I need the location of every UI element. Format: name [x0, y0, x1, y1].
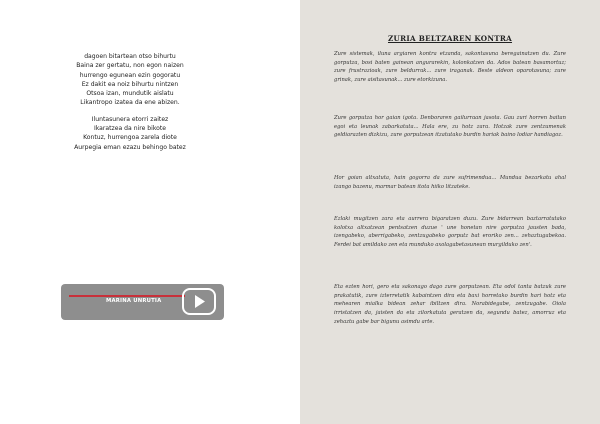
- essay-paragraph: Ezlaki mugitzen zara eta aurrera bigaratzen duzu. Zure bidarrean baztarratutako kolotxa altxatzean pentsatzen duzue ' une honetan nire gorputza jausten bada, izengabeko, aberrigabeko, zentzugabeko gorputz bat eroriko zen... zehaztugabekoa. Ferdei bat amildako zen eta munduko axolagabetasunean murgilduko zen'.: [334, 216, 566, 249]
- poem-line: Aurpegia eman ezazu behingo batez: [74, 143, 186, 151]
- poem-line: Baina zer gertatu, non egon naizen: [76, 62, 184, 70]
- play-icon[interactable]: [182, 288, 216, 315]
- poem: [40, 52, 220, 159]
- poem-line: hurrengo egunean ezin gogoratu: [79, 71, 181, 79]
- essay-paragraph: Zure gorputza hor gaian igota. Denboraren gailurraan jasota. Gau zuri horren baitan egoi eta leunak zabarkatuta... Hala ere, zu hotz zara. Hotzak zure zentzumenak geldiarazten dizkizu, zure gorputzean itzatutako burdin hariak baino lodiar handiagoz.: [334, 115, 566, 139]
- poem-stanza-1: [40, 52, 220, 108]
- poem-line: Ez dakit ea noiz bihurtu nintzen: [81, 80, 179, 88]
- poem-line: Iluntasunera etorri zaitez: [91, 115, 169, 123]
- essay-paragraph: Hor goian altxatuta, hain gogorra da zure sufrimendua... Mundua bezarkatu ahal izango bazenu, marmar batean itota hiiko litzateke.: [334, 175, 566, 190]
- player-artist-name: MARINA UNRUTIA: [106, 298, 162, 304]
- poem-line: dagoen bitartean otso bihurtu: [84, 53, 176, 60]
- essay-title: ZURIA BELTZAREN KONTRA: [387, 34, 513, 43]
- poem-line: Ikaratzea da nire bikote: [93, 125, 167, 133]
- poem-line: Kontuz, hurrengoa zarela diote: [83, 134, 177, 142]
- poem-line: Likantropo izatea da ene abizen.: [80, 99, 180, 107]
- poem-line: Otsoa izan, mundutik aislatu: [86, 90, 174, 98]
- essay-paragraph: Eta ezten hori, gero eta sakonago dago zure gorputzean. Eta odol tanta batzuk zure prakatutik, zure izterretatik kabaintzen dira eta baxi horretako burdin hari hotz eta mehearen mialka bidean zehar ibiltzen dira. Norabidegabe, zentzugabe. Oiola irristatzen da, jaisten da eta zilorkatuta geratzen da, segundu batez, amorruz eta zehaztu gabe bar bigunu asimdu arte.: [334, 284, 566, 325]
- player-progress-line: [69, 295, 185, 297]
- poem-stanza-2: [40, 115, 220, 152]
- essay-paragraph: Zure sistemak, iluna argiaren kontra etzanda, sakontasuna beregainatzen du. Zure gorputza, bosi baten gainean angurarekin, kolonkatzen da. Ados batean basamortuz; zure frustrazioak, zure beldurrak... zure iraganak. Beste aldeon oparotasuna; zure grinak, zure aisitasunak... zure etorkizuna.: [334, 51, 566, 84]
